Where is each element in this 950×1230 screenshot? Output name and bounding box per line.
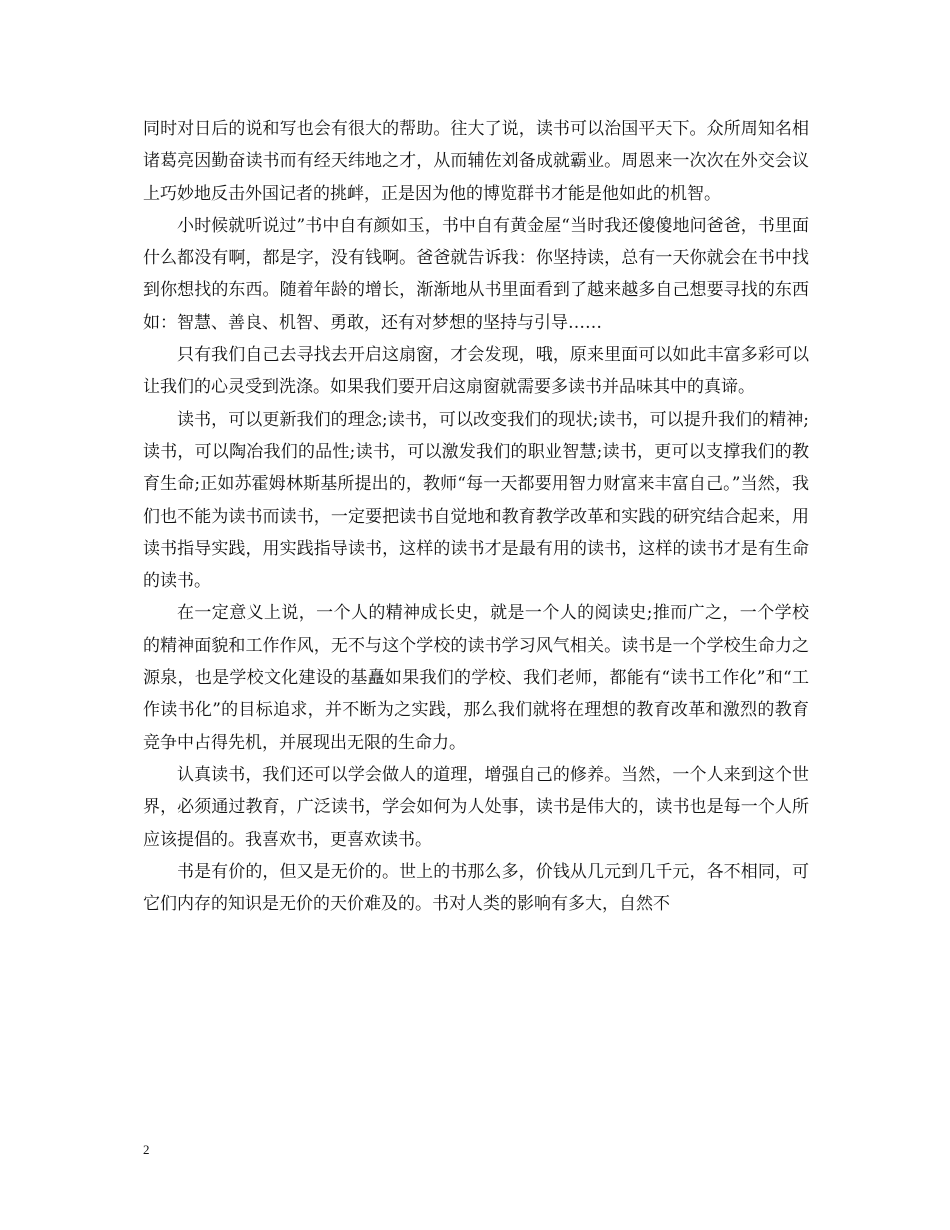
page-number: 2: [143, 1142, 150, 1157]
paragraph-open-window: 只有我们自己去寻找去开启这扇窗，才会发现，哦，原来里面可以如此丰富多彩可以让我们的心灵受到洗涤。如果我们要开启这扇窗就需要多读书并品味其中的真谛。: [143, 345, 809, 398]
paragraph-reading-benefits: 读书，可以更新我们的理念;读书，可以改变我们的现状;读书，可以提升我们的精神;读书，可以陶冶我们的品性;读书，可以激发我们的职业智慧;读书，更可以支撑我们的教育生命;正如苏霍姆林斯基所提出的，教师“每一天都要用智力财富来丰富自己。”当然，我们也不能为读书而读书，一定要把读书自觉地和教育教学改革和实践的研究结合起来，用读书指导实践，用实践指导读书，这样的读书才是最有用的读书，这样的读书才是有生命的读书。: [143, 409, 809, 592]
paragraph-childhood-saying: 小时候就听说过”书中自有颜如玉，书中自有黄金屋“当时我还傻傻地问爸爸，书里面什么都没有啊，都是字，没有钱啊。爸爸就告诉我：你坚持读，总有一天你就会在书中找到你想找的东西。随着年龄的增长，渐渐地从书里面看到了越来越多自己想要寻找的东西如：智慧、善良、机智、勇敢，还有对梦想的坚持与引导……: [143, 215, 809, 333]
paragraph-school-reading: 在一定意义上说，一个人的精神成长史，就是一个人的阅读史;推而广之，一个学校的精神面貌和工作作风，无不与这个学校的读书学习风气相关。读书是一个学校生命力之源泉，也是学校文化建设的基矗如果我们的学校、我们老师，都能有“读书工作化”和“工作读书化”的目标追求，并不断为之实践，那么我们就将在理想的教育改革和激烈的教育竞争中占得先机，并展现出无限的生命力。: [143, 603, 809, 753]
paragraph-book-value: 书是有价的，但又是无价的。世上的书那么多，价钱从几元到几千元，各不相同，可它们内存的知识是无价的天价难及的。书对人类的影响有多大，自然不: [143, 861, 809, 915]
body-text: [143, 113, 809, 920]
paragraph-continuation: 同时对日后的说和写也会有很大的帮助。往大了说，读书可以治国平天下。众所周知名相诸葛亮因勤奋读书而有经天纬地之才，从而辅佐刘备成就霸业。周恩来一次次在外交会议上巧妙地反击外国记者的挑衅，正是因为他的博览群书才能是他如此的机智。: [143, 119, 809, 204]
paragraph-self-cultivation: 认真读书，我们还可以学会做人的道理，增强自己的修养。当然，一个人来到这个世界，必须通过教育，广泛读书，学会如何为人处事，读书是伟大的，读书也是每一个人所应该提倡的。我喜欢书，更喜欢读书。: [143, 764, 809, 850]
